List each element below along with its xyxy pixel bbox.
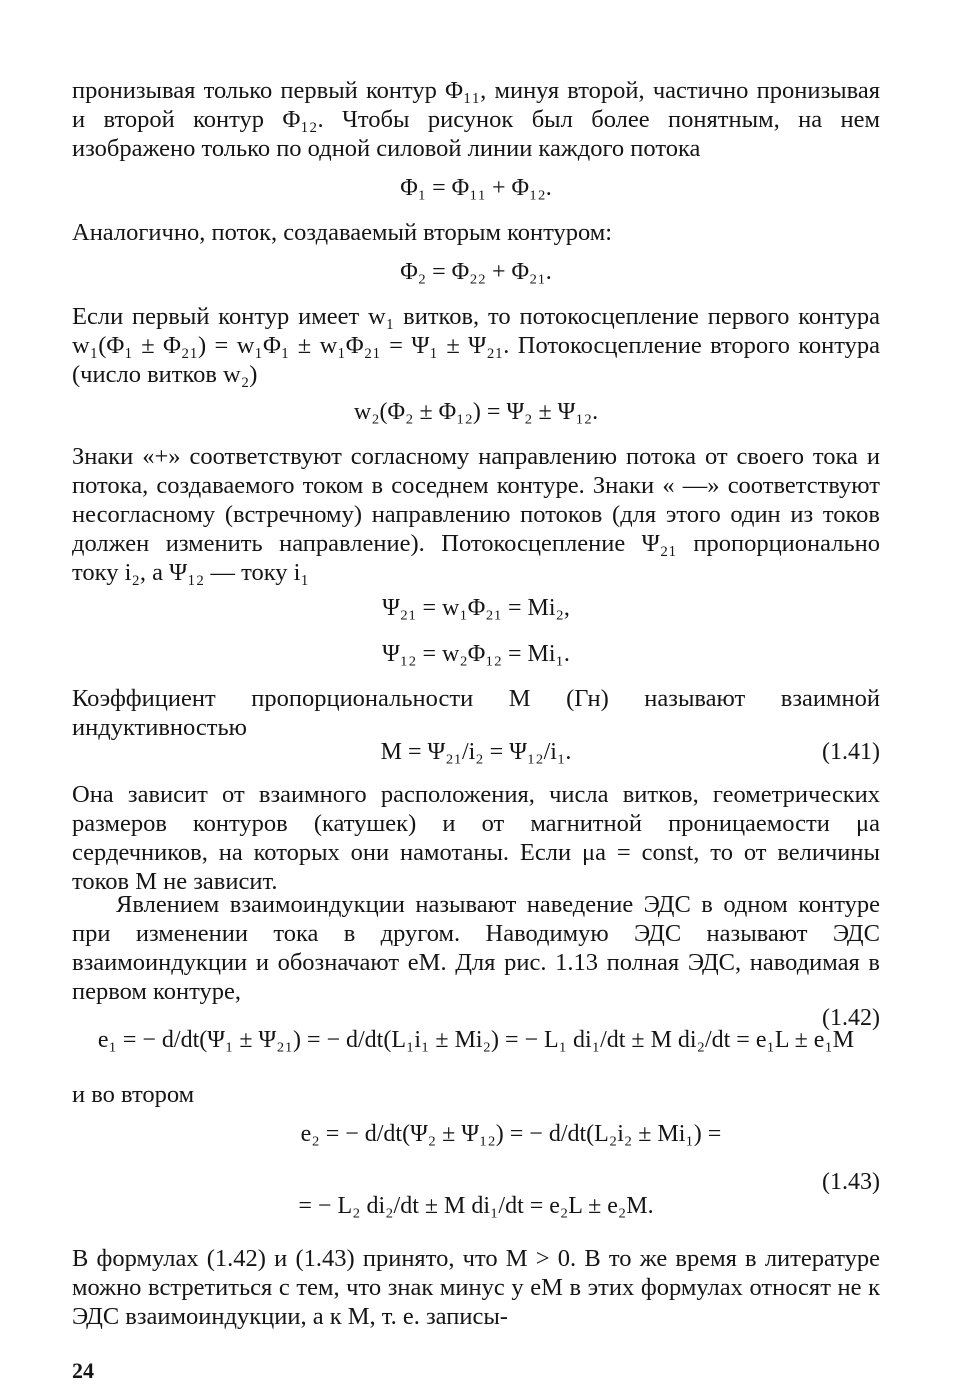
- paragraph-second-flux: Аналогично, поток, создаваемый вторым контуром:: [72, 219, 613, 246]
- flux-intro-text: пронизывая только первый контур Φ₁₁, минуя второй, частично пронизывая и второй контур Φ₁₂. Чтобы рисунок был более понятным, на нем изображено только по одной силовой линии каждого потока: [72, 77, 880, 162]
- paragraph-sign-convention: В формулах (1.42) и (1.43) принято, что M > 0. В то же время в литературе можно встретиться с тем, что знак минус у eM в этих формулах относят не к ЭДС взаимоиндукции, а к M, т. е. записы-: [72, 1245, 880, 1330]
- formula-emf-2-line-1: e₂ = − d/dt(Ψ₂ ± Ψ₁₂) = − d/dt(L₂i₂ ± Mi₁) =: [300, 1121, 722, 1147]
- formula-psi21: Ψ₂₁ = w₁Φ₂₁ = Mi₂,: [382, 595, 570, 621]
- formula-phi2: Φ₂ = Φ₂₂ + Φ₂₁.: [400, 259, 552, 285]
- paragraph-signs: Знаки «+» соответствуют согласному направлению потока от своего тока и потока, создаваемого током в соседнем контуре. Знаки « —» соответствуют несогласному (встречному) направлению потоков (для этого один из токов должен изменить направление). Потокосцепление Ψ₂₁ пропорционально току i₂, а Ψ₁₂ — току i₁: [72, 443, 880, 586]
- paragraph-mutual-inductance: Коэффициент пропорциональности M (Гн) называют взаимной индуктивностью: [72, 685, 880, 741]
- formula-emf-1: e₁ = − d/dt(Ψ₁ ± Ψ₂₁) = − d/dt(L₁i₁ ± Mi₂) = − L₁ di₁/dt ± M di₂/dt = e₁L ± e₁M: [97, 1027, 855, 1053]
- formula-emf-2-line-2: = − L₂ di₂/dt ± M di₁/dt = e₂L ± e₂M.: [298, 1193, 654, 1219]
- paragraph-dependence: Она зависит от взаимного расположения, числа витков, геометрических размеров контуров (катушек) и от магнитной проницаемости μa сердечников, на которых они намотаны. Если μa = const, то от величины токов M не зависит.: [72, 781, 880, 895]
- paragraph-flux-intro: [72, 76, 880, 163]
- equation-number-1-42: (1.42): [822, 1005, 880, 1031]
- formula-phi1: Φ₁ = Φ₁₁ + Φ₁₂.: [400, 175, 552, 201]
- page-number: 24: [72, 1358, 94, 1383]
- formula-psi12: Ψ₁₂ = w₂Φ₁₂ = Mi₁.: [382, 641, 570, 667]
- formula-mutual-inductance: M = Ψ₂₁/i₂ = Ψ₁₂/i₁.: [380, 739, 572, 765]
- equation-number-1-41: (1.41): [822, 739, 880, 765]
- formula-linkage-2: w₂(Φ₂ ± Φ₁₂) = Ψ₂ ± Ψ₁₂.: [353, 399, 599, 425]
- paragraph-and-second: и во втором: [72, 1081, 195, 1108]
- paragraph-mutual-induction: Явлением взаимоиндукции называют наведение ЭДС в одном контуре при изменении тока в другом. Наводимую ЭДС называют ЭДС взаимоиндукции и обозначают eM. Для рис. 1.13 полная ЭДС, наводимая в первом контуре,: [72, 891, 880, 1005]
- equation-number-1-43: (1.43): [822, 1169, 880, 1195]
- paragraph-flux-linkage: Если первый контур имеет w₁ витков, то потокосцепление первого контура w₁(Φ₁ ± Φ₂₁) = w₁Φ₁ ± w₁Φ₂₁ = Ψ₁ ± Ψ₂₁. Потокосцепление второго контура (число витков w₂): [72, 303, 880, 388]
